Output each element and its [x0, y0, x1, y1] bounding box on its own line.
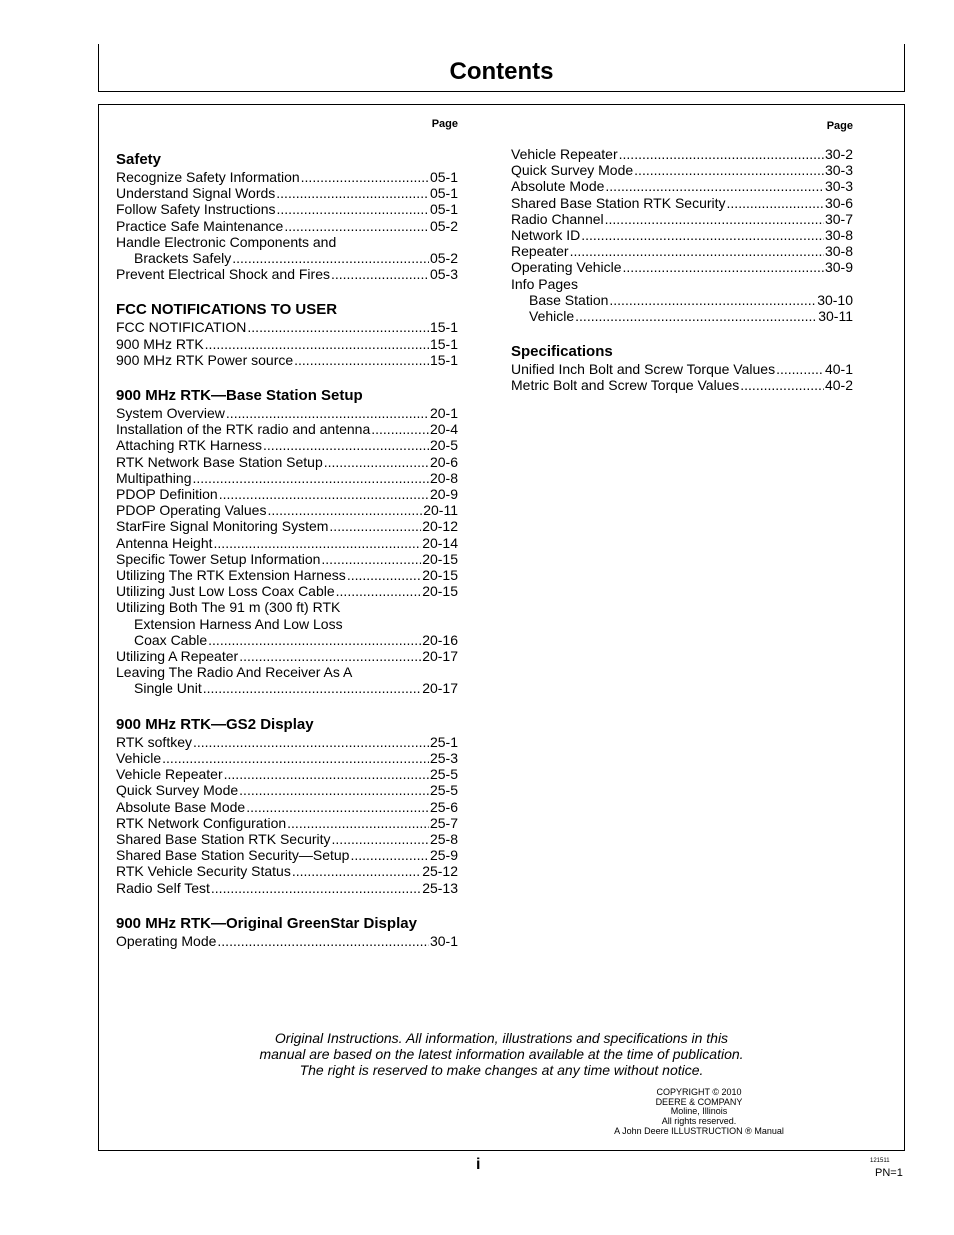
toc-entry[interactable] [511, 211, 853, 227]
entry-title: Utilizing Just Low Loss Coax Cable [116, 583, 335, 600]
toc-entry[interactable] [116, 863, 458, 879]
toc-entry[interactable] [116, 567, 458, 583]
entry-title: Utilizing The RTK Extension Harness [116, 567, 346, 584]
section-title: 900 MHz RTK—Original GreenStar Display [116, 914, 417, 932]
dot-leader [217, 933, 429, 949]
dot-leader [292, 863, 421, 879]
entry-title: Vehicle Repeater [511, 146, 618, 162]
entry-page-number: 30-9 [824, 259, 853, 276]
entry-title: Quick Survey Mode [511, 162, 634, 179]
entry-title: Vehicle [529, 308, 575, 325]
entry-page-number: 25-9 [429, 847, 458, 864]
dot-leader [162, 750, 429, 766]
dot-leader [619, 146, 824, 162]
dot-leader [740, 377, 824, 393]
entry-title: Coax Cable [134, 631, 208, 648]
toc-entry[interactable] [116, 551, 458, 567]
toc-entry[interactable] [116, 933, 458, 949]
dot-leader [294, 352, 429, 368]
dot-leader [331, 266, 429, 282]
copyright-line: Moline, Illinois [670, 1106, 728, 1117]
entry-title: Base Station [529, 291, 609, 308]
toc-entry-line: Info Pages [511, 275, 578, 292]
entry-page-number: 25-7 [429, 814, 458, 831]
entry-title: Understand Signal Words [116, 185, 276, 202]
entry-title: RTK Vehicle Security Status [116, 863, 291, 880]
section-title: 900 MHz RTK—Base Station Setup [116, 387, 363, 405]
toc-entry[interactable] [116, 250, 458, 266]
note-line: The right is reserved to make changes at any time without notice. [299, 1062, 704, 1078]
entry-title: Unified Inch Bolt and Screw Torque Values [511, 361, 776, 378]
entry-page-number: 15-1 [429, 335, 458, 352]
section-title: Safety [116, 151, 162, 168]
toc-entry-line: Utilizing Both The 91 m (300 ft) RTK [116, 599, 341, 616]
dot-leader [193, 734, 429, 750]
toc-entry[interactable] [116, 847, 458, 863]
entry-page-number: 30-2 [824, 146, 853, 162]
entry-page-number: 20-11 [423, 502, 458, 519]
entry-title: Operating Vehicle [511, 259, 622, 276]
dot-leader [239, 648, 421, 664]
entry-page-number: 30-7 [824, 210, 853, 227]
entry-page-number: 25-13 [422, 879, 458, 896]
entry-title: StarFire Signal Monitoring System [116, 518, 329, 535]
toc-section [511, 146, 853, 324]
dot-leader [247, 319, 429, 335]
entry-page-number: 05-1 [429, 169, 458, 185]
copyright-block [599, 1088, 799, 1137]
toc-section [116, 915, 458, 949]
entry-title: FCC NOTIFICATION [116, 319, 247, 336]
entry-page-number: 20-1 [429, 405, 458, 422]
dot-leader [193, 470, 429, 486]
copyright-line: COPYRIGHT © 2010 [656, 1087, 742, 1097]
dot-leader [277, 201, 429, 217]
toc-entry[interactable] [511, 259, 853, 275]
toc-entry[interactable] [116, 405, 458, 421]
toc-entry[interactable] [116, 352, 458, 368]
toc-entry[interactable] [116, 518, 458, 534]
toc-section [116, 716, 458, 896]
entry-page-number: 40-2 [824, 377, 853, 394]
dot-leader [575, 308, 817, 324]
entry-title: Radio Self Test [116, 879, 210, 896]
entry-page-number: 30-10 [817, 291, 853, 308]
dot-leader [581, 227, 824, 243]
entry-title: Absolute Base Mode [116, 798, 246, 815]
toc-entry[interactable] [116, 750, 458, 766]
toc-entry[interactable] [116, 583, 458, 599]
toc-entry[interactable] [511, 227, 853, 243]
dot-leader [605, 211, 824, 227]
toc-section [511, 343, 853, 393]
left-sections [116, 151, 458, 968]
original-instructions-note [99, 1030, 904, 1078]
entry-page-number: 05-1 [429, 201, 458, 218]
toc-section [116, 301, 458, 368]
toc-entry-line: Handle Electronic Components and [116, 233, 337, 250]
toc-entry[interactable] [116, 336, 458, 352]
toc-entry[interactable] [116, 880, 458, 896]
dot-leader [208, 632, 421, 648]
entry-page-number: 20-8 [429, 469, 458, 486]
entry-page-number: 20-6 [429, 453, 458, 470]
toc-entry[interactable] [116, 201, 458, 217]
dot-leader [226, 405, 429, 421]
entry-title: RTK Network Base Station Setup [116, 453, 323, 470]
entry-page-number: 25-8 [429, 830, 458, 847]
entry-page-number: 30-3 [824, 178, 853, 195]
toc-entry[interactable] [511, 292, 853, 308]
dot-leader [239, 782, 429, 798]
dot-leader [332, 831, 429, 847]
entry-page-number: 20-15 [422, 550, 458, 567]
toc-entry[interactable] [511, 195, 853, 211]
toc-entry[interactable] [116, 734, 458, 750]
toc-section [116, 387, 458, 697]
entry-page-number: 20-15 [422, 583, 458, 600]
entry-title: PDOP Operating Values [116, 502, 267, 519]
entry-page-number: 20-14 [422, 534, 458, 551]
dot-leader [371, 421, 429, 437]
entry-title: Shared Base Station RTK Security [511, 194, 726, 211]
entry-page-number: 30-1 [429, 932, 458, 949]
entry-page-number: 25-5 [429, 782, 458, 799]
entry-page-number: 20-17 [422, 648, 458, 665]
dot-leader [776, 361, 824, 377]
entry-title: Recognize Safety Information [116, 169, 300, 185]
note-line: Original Instructions. All information, illustrations and specifications in this [274, 1030, 729, 1046]
entry-title: Antenna Height [116, 534, 213, 551]
dot-leader [605, 178, 824, 194]
entry-page-number: 20-15 [422, 567, 458, 584]
entry-page-number: 40-1 [824, 361, 853, 378]
toc-entry[interactable] [116, 648, 458, 664]
pn-label: PN=1 [875, 1167, 903, 1179]
toc-entry[interactable] [511, 243, 853, 259]
entry-title: Brackets Safely [134, 250, 232, 267]
dot-leader [214, 535, 422, 551]
entry-page-number: 20-16 [422, 631, 458, 648]
section-title: 900 MHz RTK—GS2 Display [116, 715, 314, 733]
entry-title: Single Unit [134, 680, 202, 697]
toc-entry[interactable] [511, 308, 853, 324]
dot-leader [623, 259, 824, 275]
toc-section [116, 151, 458, 282]
entry-title: Metric Bolt and Screw Torque Values [511, 377, 740, 394]
dot-leader [609, 292, 816, 308]
dot-leader [219, 486, 429, 502]
toc-entry[interactable] [116, 680, 458, 696]
entry-page-number: 30-6 [824, 194, 853, 211]
dot-leader [205, 336, 429, 352]
entry-page-number: 15-1 [429, 319, 458, 336]
entry-title: System Overview [116, 405, 225, 422]
dot-leader [336, 583, 422, 599]
entry-title: Repeater [511, 243, 569, 260]
entry-title: Attaching RTK Harness [116, 437, 263, 454]
entry-title: RTK softkey [116, 733, 192, 750]
copyright-line: A John Deere ILLUSTRUCTION ® Manual [614, 1125, 784, 1136]
page-title: Contents [449, 58, 554, 85]
dot-leader [246, 799, 429, 815]
toc-entry[interactable] [116, 831, 458, 847]
toc-entry[interactable] [511, 146, 853, 162]
entry-page-number: 20-5 [429, 437, 458, 454]
document-code: 121511 [870, 1158, 890, 1164]
entry-title: RTK Network Configuration [116, 814, 287, 831]
page-number: i [476, 1156, 481, 1173]
entry-page-number: 25-3 [429, 749, 458, 766]
dot-leader [211, 880, 421, 896]
dot-leader [232, 250, 429, 266]
dot-leader [727, 195, 824, 211]
toc-entry[interactable] [116, 185, 458, 201]
entry-page-number: 30-8 [824, 227, 853, 244]
toc-entry[interactable] [116, 218, 458, 234]
toc-entry[interactable] [116, 421, 458, 437]
entry-title: Utilizing A Repeater [116, 648, 239, 665]
entry-page-number: 25-12 [422, 863, 458, 880]
section-title: FCC NOTIFICATIONS TO USER [116, 301, 338, 319]
section-title: Specifications [511, 343, 613, 361]
entry-title: Network ID [511, 227, 581, 244]
page-column-header: Page [431, 118, 458, 130]
page-column-header: Page [826, 120, 853, 132]
entry-title: Shared Base Station RTK Security [116, 830, 331, 847]
entry-title: Installation of the RTK radio and antenna [116, 421, 371, 438]
entry-title: Shared Base Station Security—Setup [116, 847, 350, 864]
entry-title: Quick Survey Mode [116, 782, 239, 799]
toc-entry-line: Extension Harness And Low Loss [134, 615, 343, 632]
toc-entry[interactable] [116, 319, 458, 335]
entry-page-number: 15-1 [429, 351, 458, 368]
dot-leader [267, 502, 422, 518]
entry-title: Multipathing [116, 469, 192, 486]
toc-entry[interactable] [116, 502, 458, 518]
note-line: manual are based on the latest information available at the time of publication. [259, 1046, 744, 1062]
contents-box [98, 104, 905, 1151]
entry-page-number: 20-9 [429, 486, 458, 503]
dot-leader [276, 185, 429, 201]
entry-page-number: 05-3 [429, 266, 458, 283]
entry-title: 900 MHz RTK Power source [116, 351, 294, 368]
dot-leader [634, 162, 824, 178]
toc-entry[interactable] [511, 162, 853, 178]
entry-page-number: 20-17 [422, 680, 458, 697]
entry-page-number: 20-4 [429, 421, 458, 438]
copyright-line: All rights reserved. [661, 1116, 737, 1127]
entry-page-number: 25-5 [429, 766, 458, 783]
toc-entry[interactable] [116, 266, 458, 282]
entry-page-number: 30-8 [824, 243, 853, 260]
entry-title: Operating Mode [116, 932, 217, 949]
toc-entry-line: Leaving The Radio And Receiver As A [116, 664, 353, 681]
toc-entry[interactable] [116, 486, 458, 502]
dot-leader [301, 169, 429, 185]
toc-entry[interactable] [511, 377, 853, 393]
entry-page-number: 25-6 [429, 798, 458, 815]
entry-page-number: 30-3 [824, 162, 853, 179]
entry-title: Practice Safe Maintenance [116, 217, 284, 234]
dot-leader [347, 567, 421, 583]
dot-leader [324, 454, 429, 470]
toc-entry[interactable] [116, 470, 458, 486]
dot-leader [284, 218, 429, 234]
entry-title: 900 MHz RTK [116, 335, 204, 352]
entry-page-number: 25-1 [429, 733, 458, 750]
entry-title: Specific Tower Setup Information [116, 550, 321, 567]
entry-page-number: 05-1 [429, 185, 458, 202]
dot-leader [287, 815, 429, 831]
entry-title: PDOP Definition [116, 486, 218, 503]
entry-page-number: 20-12 [422, 518, 458, 535]
dot-leader [224, 766, 429, 782]
right-sections [511, 146, 853, 413]
entry-title: Follow Safety Instructions [116, 201, 276, 218]
entry-page-number: 30-11 [818, 308, 853, 325]
toc-entry[interactable] [116, 437, 458, 453]
toc-entry[interactable] [511, 178, 853, 194]
title-box [98, 44, 905, 92]
entry-title: Absolute Mode [511, 178, 605, 195]
entry-title: Radio Channel [511, 210, 604, 227]
toc-entry[interactable] [511, 361, 853, 377]
toc-entry[interactable] [116, 766, 458, 782]
copyright-line: DEERE & COMPANY [655, 1096, 743, 1107]
entry-page-number: 05-2 [429, 250, 458, 267]
toc-entry[interactable] [116, 632, 458, 648]
toc-entry[interactable] [116, 454, 458, 470]
entry-title: Vehicle Repeater [116, 766, 223, 783]
dot-leader [203, 680, 421, 696]
toc-entry[interactable] [116, 782, 458, 798]
dot-leader [350, 847, 429, 863]
entry-title: Vehicle [116, 749, 162, 766]
toc-entry[interactable] [116, 815, 458, 831]
entry-title: Prevent Electrical Shock and Fires [116, 266, 330, 283]
dot-leader [329, 518, 421, 534]
entry-page-number: 05-2 [429, 217, 458, 234]
toc-entry[interactable] [116, 169, 458, 185]
toc-entry[interactable] [116, 535, 458, 551]
dot-leader [321, 551, 421, 567]
toc-entry[interactable] [116, 799, 458, 815]
dot-leader [570, 243, 824, 259]
dot-leader [263, 437, 429, 453]
